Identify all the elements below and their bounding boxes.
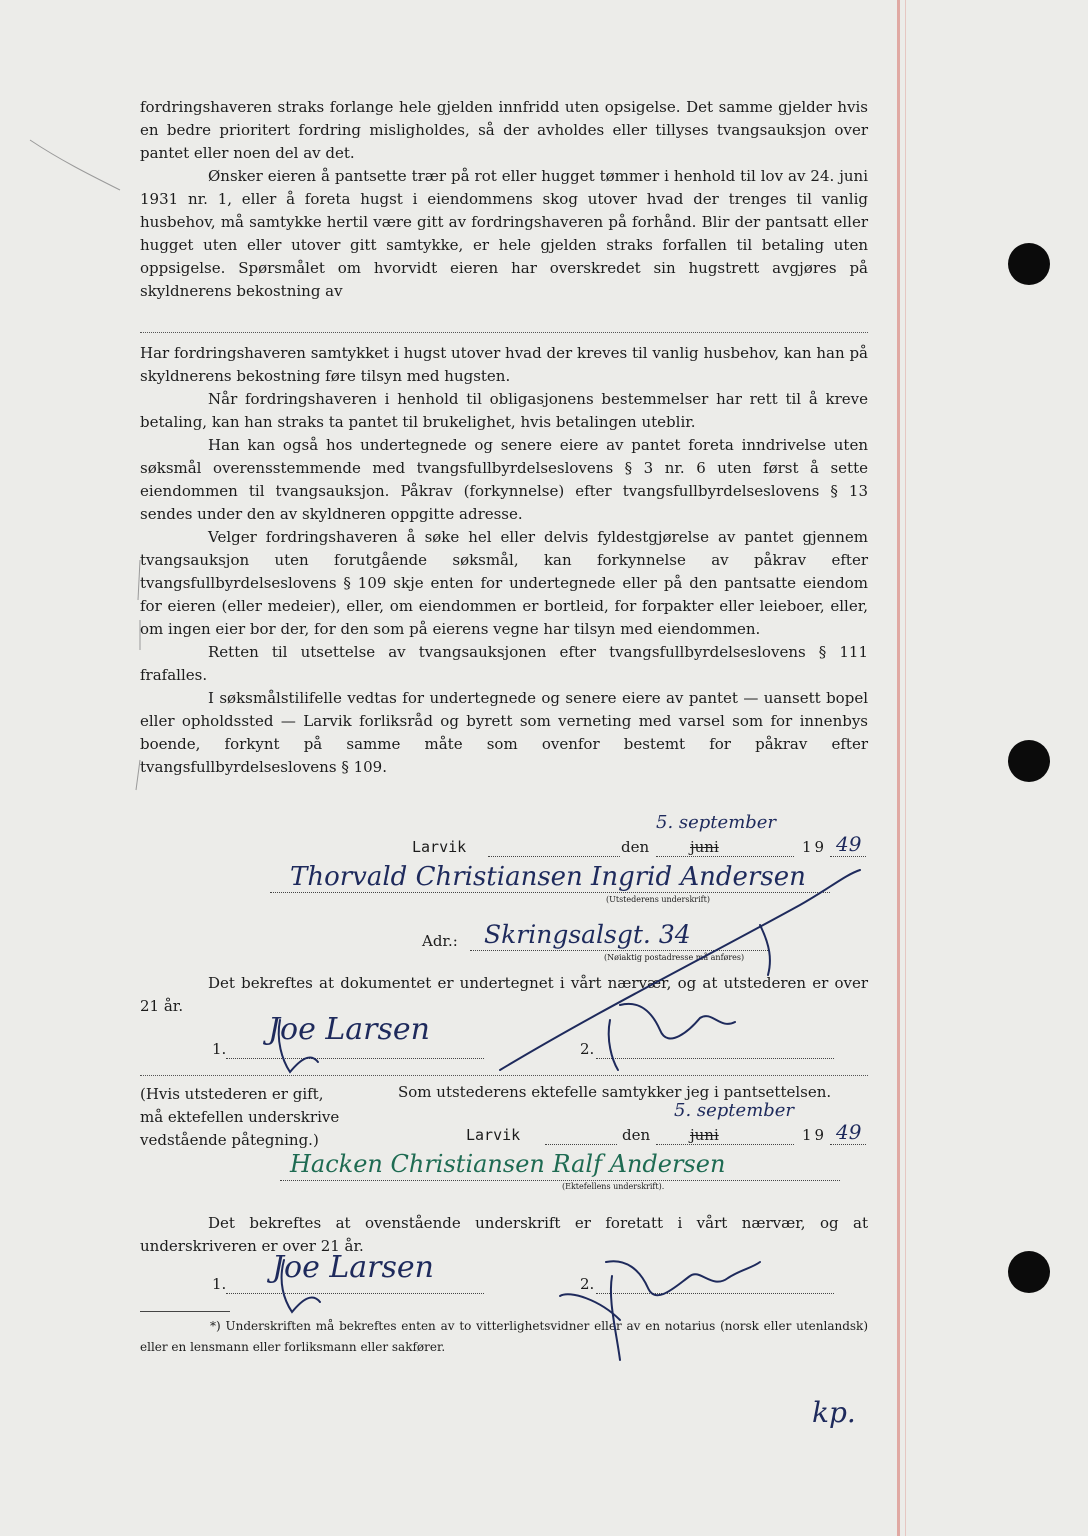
spouse-year-handwritten: 49 — [836, 1120, 862, 1144]
year-handwritten: 49 — [836, 832, 862, 856]
month-printed: juni — [690, 838, 719, 856]
witness-text: Det bekreftes at dokumentet er undertegnet i vårt nærvær, og at utstederen er over 21 år. — [140, 974, 868, 1015]
spouse-year-printed: 19 — [802, 1126, 828, 1144]
clause-paragraph: Han kan også hos undertegnede og senere eiere av pantet foreta inndrivelse uten søksmål overensstemmende med tvangsfullbyrdelseslovens § 3 nr. 6 uten først å sette eiendommen til tvangsauksjon. Påkrav (forkynnelse) efter tvangsfullbyrdelseslovens § 13 sendes under den av skyldneren oppgitte adresse. — [140, 436, 868, 523]
spouse-signature: Hacken Christiansen Ralf Andersen — [290, 1150, 726, 1178]
spouse-month-printed: juni — [690, 1126, 719, 1144]
address-label: Adr.: — [422, 932, 458, 950]
spouse-date-handwritten: 5. september — [674, 1100, 795, 1121]
year-printed: 19 — [802, 838, 828, 856]
clause-paragraph: Når fordringshaveren i henhold til obligasjonens bestemmelser har rett til å kreve betaling, kan han straks ta pantet til brukelighet, hvis betalingen uteblir. — [140, 390, 868, 431]
spouse-note-line: må ektefellen underskrive — [140, 1108, 340, 1126]
witness-number-2: 2. — [580, 1040, 595, 1058]
initials: kp. — [812, 1396, 856, 1429]
issuer-signature: Thorvald Christiansen Ingrid Andersen — [290, 862, 806, 892]
witness-signature-1: Joe Larsen — [268, 1012, 430, 1047]
witness-number-1: 1. — [212, 1275, 227, 1293]
footnote: *) Underskriften må bekreftes enten av to vitterlighetsvidner eller av en notarius (norsk eller utenlandsk) eller en lensmann eller forliksmann eller sakfører. — [140, 1319, 868, 1354]
clause-paragraph: Ønsker eieren å pantsette trær på rot eller hugget tømmer i henhold til lov av 24. juni 1931 nr. 1, eller å foreta hugst i eiendommens skog utover hvad der trenges til vanlig husbehov, må samtykke hertil være gitt av fordringshaveren på forhånd. Blir der pantsatt eller hugget uten eller utover gitt samtykke, er hele gjelden straks forfallen til betaling uten oppsigelse. Spørsmålet om hvorvidt eieren har overskredet sin hugstrett avgjøres på skyldnerens bekostning av — [140, 167, 868, 300]
spouse-signature-caption: (Ektefellens underskrift). — [562, 1182, 665, 1191]
witness-text: Det bekreftes at ovenstående underskrift er foretatt i vårt nærvær, og at underskriveren er over 21 år. — [140, 1214, 868, 1255]
address-caption: (Nøiaktig postadresse må anføres) — [604, 953, 745, 962]
clause-paragraph: fordringshaveren straks forlange hele gjelden innfridd uten opsigelse. Det samme gjelder hvis en bedre prioritert fordring misligholdes, så der avholdes eller tillyses tvangsauksjon over pantet eller noen del av det. — [140, 98, 868, 162]
date-handwritten: 5. september — [656, 812, 777, 833]
witness-number-1: 1. — [212, 1040, 227, 1058]
witness-signature-1: Joe Larsen — [272, 1250, 434, 1285]
witness-number-2: 2. — [580, 1275, 595, 1293]
clause-paragraph: Velger fordringshaveren å søke hel eller delvis fyldestgjørelse av pantet gjennem tvangsauksjon uten forutgående søksmål, kan forkynnelse av påkrav efter tvangsfullbyrdelseslovens § 109 skje enten for undertegnede eller på den pantsatte eiendom for eieren (eller medeier), eller, om eiendommen er bortleid, for forpakter eller leieboer, eller, om ingen eier bor der, for den som på eierens vegne har tilsyn med eiendommen. — [140, 528, 868, 638]
clause-paragraph: I søksmålstilifelle vedtas for undertegnede og senere eiere av pantet — uansett bopel eller opholdssted — Larvik forliksråd og byrett som verneting med varsel som for innenbys boende, forkynt på samme måte som ovenfor bestemt for påkrav efter tvangsfullbyrdelseslovens § 109. — [140, 689, 868, 776]
place-label: Larvik — [412, 838, 467, 856]
spouse-note-line: (Hvis utstederen er gift, — [140, 1085, 324, 1103]
den-label: den — [621, 838, 650, 856]
clause-paragraph: Retten til utsettelse av tvangsauksjonen efter tvangsfullbyrdelseslovens § 111 frafalles. — [140, 643, 868, 684]
address-handwritten: Skringsalsgt. 34 — [484, 920, 691, 949]
clause-paragraph: Har fordringshaveren samtykket i hugst utover hvad der kreves til vanlig husbehov, kan han på skyldnerens bekostning føre tilsyn med hugsten. — [140, 344, 868, 385]
spouse-den-label: den — [622, 1126, 651, 1144]
spouse-consent: Som utstederens ektefelle samtykker jeg i pantsettelsen. — [398, 1083, 832, 1101]
signature-caption: (Utstederens underskrift) — [606, 895, 710, 904]
spouse-note-line: vedstående påtegning.) — [140, 1131, 319, 1149]
spouse-place-label: Larvik — [466, 1126, 521, 1144]
